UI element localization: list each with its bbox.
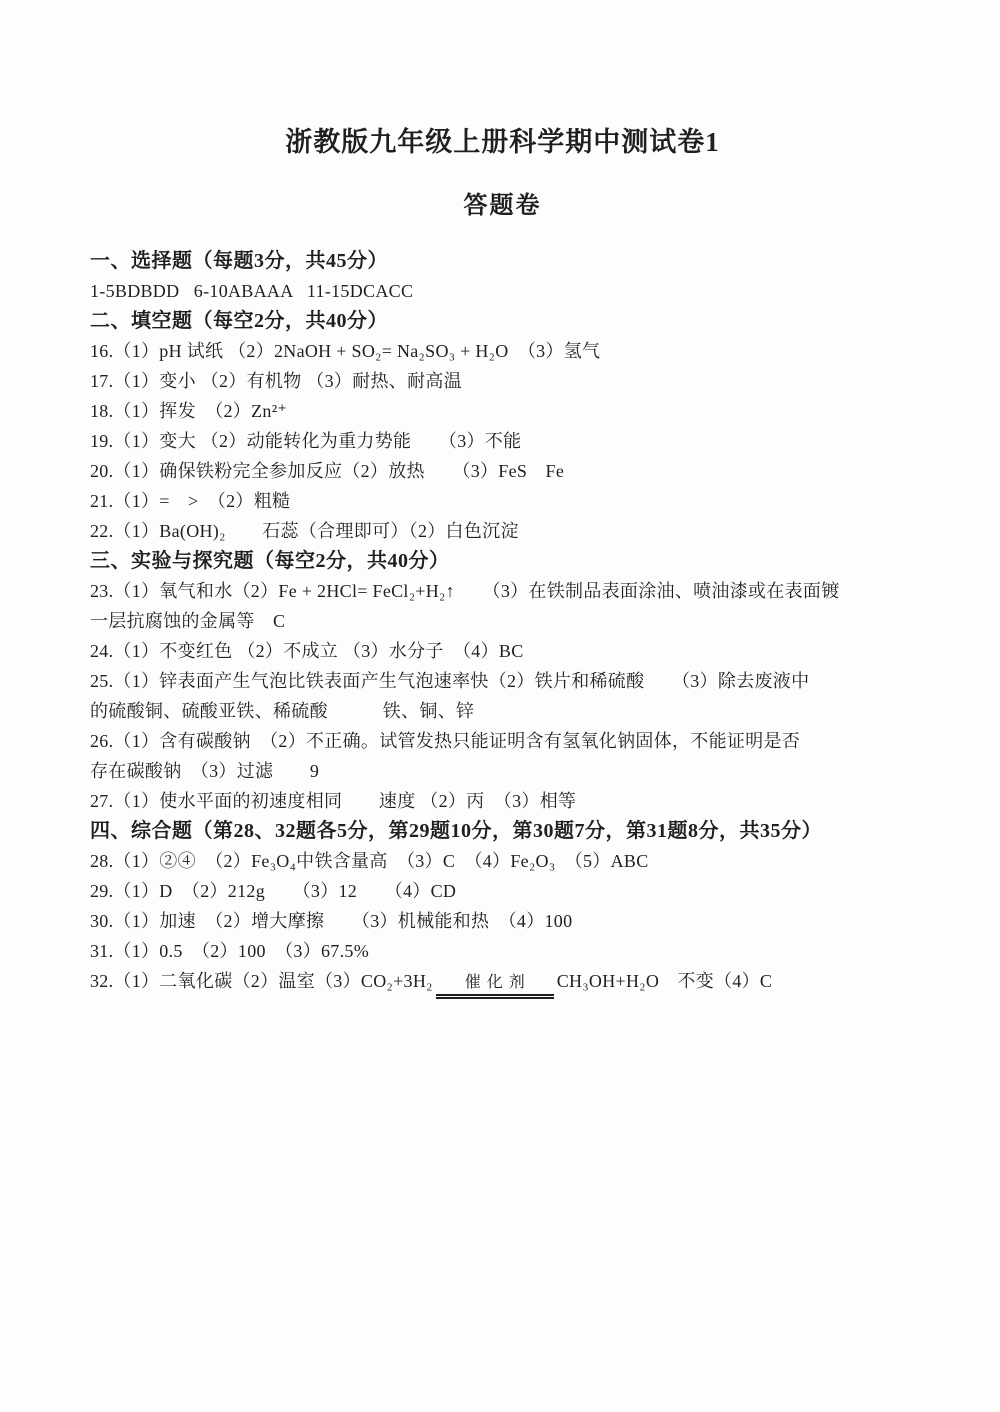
- answer-line-q16: 16.（1）pH 试纸 （2）2NaOH + SO₂= Na₂SO₃ + H₂O （3）氢气: [90, 341, 601, 361]
- section-heading-fill-in-blank: 二、填空题（每空2分，共40分）: [90, 310, 388, 332]
- answer-line-q30: 30.（1）加速 （2）增大摩擦 （3）机械能和热 （4）100: [90, 911, 573, 931]
- answer-line-q29: 29.（1）D （2）212g （3）12 （4）CD: [90, 881, 457, 901]
- answer-line-q20: 20.（1）确保铁粉完全参加反应（2）放热 （3）FeS Fe: [90, 461, 565, 481]
- answer-line-q21: 21.（1）= > （2）粗糙: [90, 491, 291, 511]
- exam-title: 浙教版九年级上册科学期中测试卷1: [285, 127, 720, 157]
- answer-line-q26-cont: 存在碳酸钠 （3）过滤 9: [90, 761, 320, 781]
- answer-line-q25: 25.（1）锌表面产生气泡比铁表面产生气泡速率快（2）铁片和稀硫酸 （3）除去废液中: [90, 671, 810, 691]
- answer-line-q24: 24.（1）不变红色 （2）不成立 （3）水分子 （4）BC: [90, 641, 524, 661]
- answer-line-q22: 22.（1）Ba(OH)₂ 石蕊（合理即可）（2）白色沉淀: [90, 521, 519, 541]
- equation-before-text: 32.（1）二氧化碳（2）温室（3）CO₂+3H₂: [90, 971, 433, 991]
- answer-line-q17: 17.（1）变小 （2）有机物 （3）耐热、耐高温: [90, 371, 462, 391]
- reaction-condition-arrow: [436, 973, 554, 1004]
- section-heading-comprehensive: 四、综合题（第28、32题各5分，第29题10分，第30题7分，第31题8分，共35分）: [90, 820, 822, 842]
- answer-sheet-subtitle: 答题卷: [463, 193, 542, 219]
- answer-line-q18: 18.（1）挥发 （2）Zn²⁺: [90, 401, 288, 421]
- answer-line-q27: 27.（1）使水平面的初速度相同 速度 （2）丙 （3）相等: [90, 791, 577, 811]
- equation-after-text: CH₃OH+H₂O 不变（4）C: [556, 971, 773, 991]
- answer-line-q28: 28.（1）②④ （2）Fe₃O₄中铁含量高 （3）C （4）Fe₂O₃ （5）ABC: [90, 851, 649, 871]
- answer-line-q31: 31.（1）0.5 （2）100 （3）67.5%: [90, 941, 369, 961]
- answer-line-q32: [90, 966, 915, 1004]
- section-heading-multiple-choice: 一、选择题（每题3分，共45分）: [90, 250, 388, 272]
- answer-line-q26: 26.（1）含有碳酸钠 （2）不正确。试管发热只能证明含有氢氧化钠固体，不能证明是否: [90, 731, 801, 751]
- answer-line-q23-cont: 一层抗腐蚀的金属等 C: [90, 611, 286, 631]
- answer-line-q23: 23.（1）氧气和水（2）Fe + 2HCl= FeCl₂+H₂↑ （3）在铁制品表面涂油、喷油漆或在表面镀: [90, 581, 840, 601]
- answer-line-choice-answers: 1-5BDBDD 6-10ABAAA 11-15DCACC: [90, 281, 414, 301]
- catalyst-condition-label: 催化剂: [464, 974, 531, 991]
- section-heading-experiment-inquiry: 三、实验与探究题（每空2分，共40分）: [90, 550, 450, 572]
- answer-line-q19: 19.（1）变大 （2）动能转化为重力势能 （3）不能: [90, 431, 522, 451]
- answer-line-q25-cont: 的硫酸铜、硫酸亚铁、稀硫酸 铁、铜、锌: [90, 701, 475, 721]
- reaction-double-line: [436, 994, 554, 999]
